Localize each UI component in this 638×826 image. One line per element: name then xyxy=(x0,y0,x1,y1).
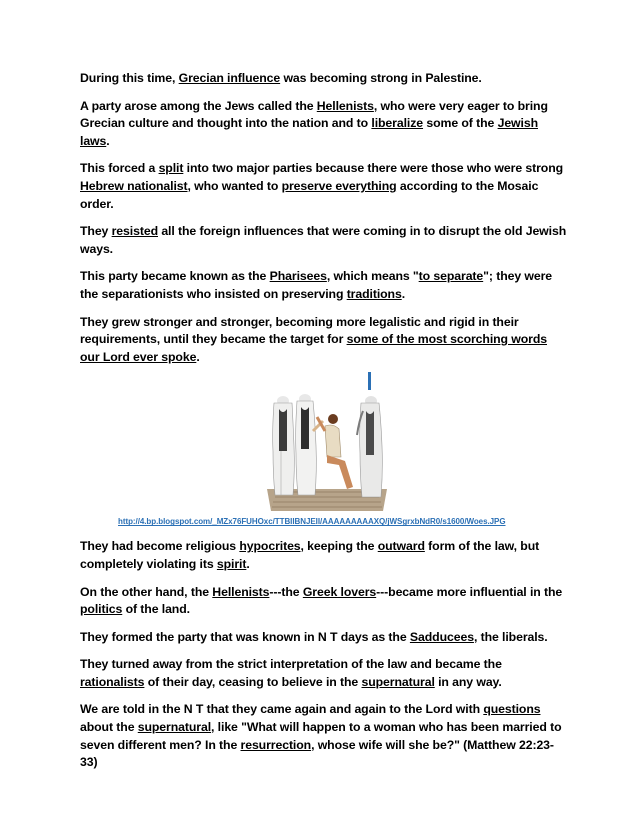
hyperlink-term[interactable]: some of the most scorching words our Lord ever spoke xyxy=(80,332,547,364)
hyperlink-term[interactable]: outward xyxy=(377,539,425,554)
paragraph-text: . xyxy=(246,556,250,571)
paragraph-text: They turned away from the strict interpretation of the law and became the xyxy=(80,657,502,672)
hyperlink-term[interactable]: Hellenists xyxy=(212,584,270,599)
hyperlink-term[interactable]: supernatural xyxy=(361,674,435,689)
paragraph-text: , who wanted to xyxy=(187,178,282,193)
hyperlink-term[interactable]: resisted xyxy=(111,224,158,239)
hyperlink-term[interactable]: traditions xyxy=(346,286,402,301)
paragraph-text: They had become religious xyxy=(80,539,240,554)
paragraph-text: about the xyxy=(80,720,138,735)
paragraph-p9 xyxy=(80,629,568,647)
paragraph-text: This forced a xyxy=(80,161,159,176)
image-source-link[interactable]: http://4.bp.blogspot.com/_MZx76FUHOxc/TTBIIBNJEII/AAAAAAAAAXQ/jWSgrxbNdR0/s1600/Woes.JPG xyxy=(118,517,506,527)
paragraph-text: form of the law, but completely violating its xyxy=(80,539,540,571)
paragraph-p2 xyxy=(80,98,568,151)
hyperlink-term[interactable]: to separate xyxy=(418,269,484,284)
hyperlink-term[interactable]: spirit xyxy=(216,556,247,571)
hyperlink-term[interactable]: rationalists xyxy=(80,674,145,689)
paragraph-text: ---the xyxy=(269,584,303,599)
paragraph-p4 xyxy=(80,223,568,258)
paragraph-text: of their day, ceasing to believe in the xyxy=(144,674,362,689)
paragraph-text: , whose wife will she be?" (Matthew 22:23-33) xyxy=(80,737,554,770)
paragraph-text: , which means " xyxy=(326,269,419,284)
paragraph-text: in any way. xyxy=(434,674,502,689)
paragraph-text: , the liberals. xyxy=(473,629,548,644)
hyperlink-term[interactable]: politics xyxy=(80,602,123,617)
paragraph-text: some of the xyxy=(423,116,498,131)
hyperlink-term[interactable]: split xyxy=(158,161,184,176)
hyperlink-term[interactable]: hypocrites xyxy=(239,539,301,554)
paragraph-text: On the other hand, the xyxy=(80,584,213,599)
paragraph-p8 xyxy=(80,584,568,619)
hyperlink-term[interactable]: resurrection xyxy=(240,737,312,752)
paragraph-p3 xyxy=(80,160,568,213)
paragraph-text: all the foreign influences that were coming in to disrupt the old Jewish ways. xyxy=(80,224,567,256)
paragraph-p6 xyxy=(80,314,568,367)
paragraph-p7 xyxy=(80,538,568,573)
paragraph-p11 xyxy=(80,701,568,771)
paragraph-text: During this time, xyxy=(80,71,179,85)
paragraph-text: , who were very eager to bring Grecian culture and thought into the nation and to xyxy=(80,98,548,131)
paragraphs-before-image xyxy=(80,70,568,366)
hyperlink-term[interactable]: supernatural xyxy=(137,720,212,735)
paragraph-text: We are told in the N T that they came again and again to the Lord with xyxy=(80,702,484,717)
hyperlink-term[interactable]: preserve everything xyxy=(281,178,397,193)
hyperlink-term[interactable]: liberalize xyxy=(371,116,424,131)
pharisees-illustration xyxy=(267,391,387,513)
paragraph-text: into two major parties because there were those who were strong xyxy=(183,161,564,176)
hyperlink-term[interactable]: questions xyxy=(483,702,541,717)
hyperlink-term[interactable]: Pharisees xyxy=(269,269,327,284)
paragraph-text: They grew stronger and stronger, becoming more legalistic and rigid in their requirements, until they became the target for xyxy=(80,314,519,347)
paragraph-text: . xyxy=(106,133,110,148)
hyperlink-term[interactable]: Sadducees xyxy=(409,629,474,644)
hyperlink-term[interactable]: Hebrew nationalist xyxy=(80,178,188,193)
hyperlink-term[interactable]: Grecian influence xyxy=(178,71,281,85)
paragraph-text: They xyxy=(80,224,112,239)
hyperlink-term[interactable]: Hellenists xyxy=(316,98,374,113)
paragraph-text: ---became more influential in the xyxy=(376,584,563,599)
paragraphs-after-image xyxy=(80,538,568,772)
paragraph-text: . xyxy=(196,349,200,364)
paragraph-text: . xyxy=(401,286,406,301)
paragraph-p1 xyxy=(80,70,568,88)
paragraph-text: according to the Mosaic order. xyxy=(80,178,539,211)
hyperlink-term[interactable]: Jewish laws xyxy=(80,116,538,148)
paragraph-text: This party became known as the xyxy=(80,269,270,284)
hyperlink-term[interactable]: Greek lovers xyxy=(302,584,377,599)
paragraph-text: They formed the party that was known in N T days as the xyxy=(80,629,410,644)
paragraph-p10 xyxy=(80,656,568,691)
paragraph-text: "; they were the separationists who insisted on preserving xyxy=(80,269,553,301)
text-cursor-bar xyxy=(368,372,376,390)
paragraph-text: was becoming strong in Palestine. xyxy=(280,71,482,85)
paragraph-text: , keeping the xyxy=(300,539,378,554)
paragraph-text: A party arose among the Jews called the xyxy=(80,98,317,113)
illustration-figure xyxy=(267,391,387,513)
paragraph-text: of the land. xyxy=(122,602,190,617)
document-page xyxy=(80,70,568,772)
paragraph-text: , like "What will happen to a woman who has been married to seven different men? In the xyxy=(80,720,562,752)
paragraph-p5 xyxy=(80,268,568,303)
